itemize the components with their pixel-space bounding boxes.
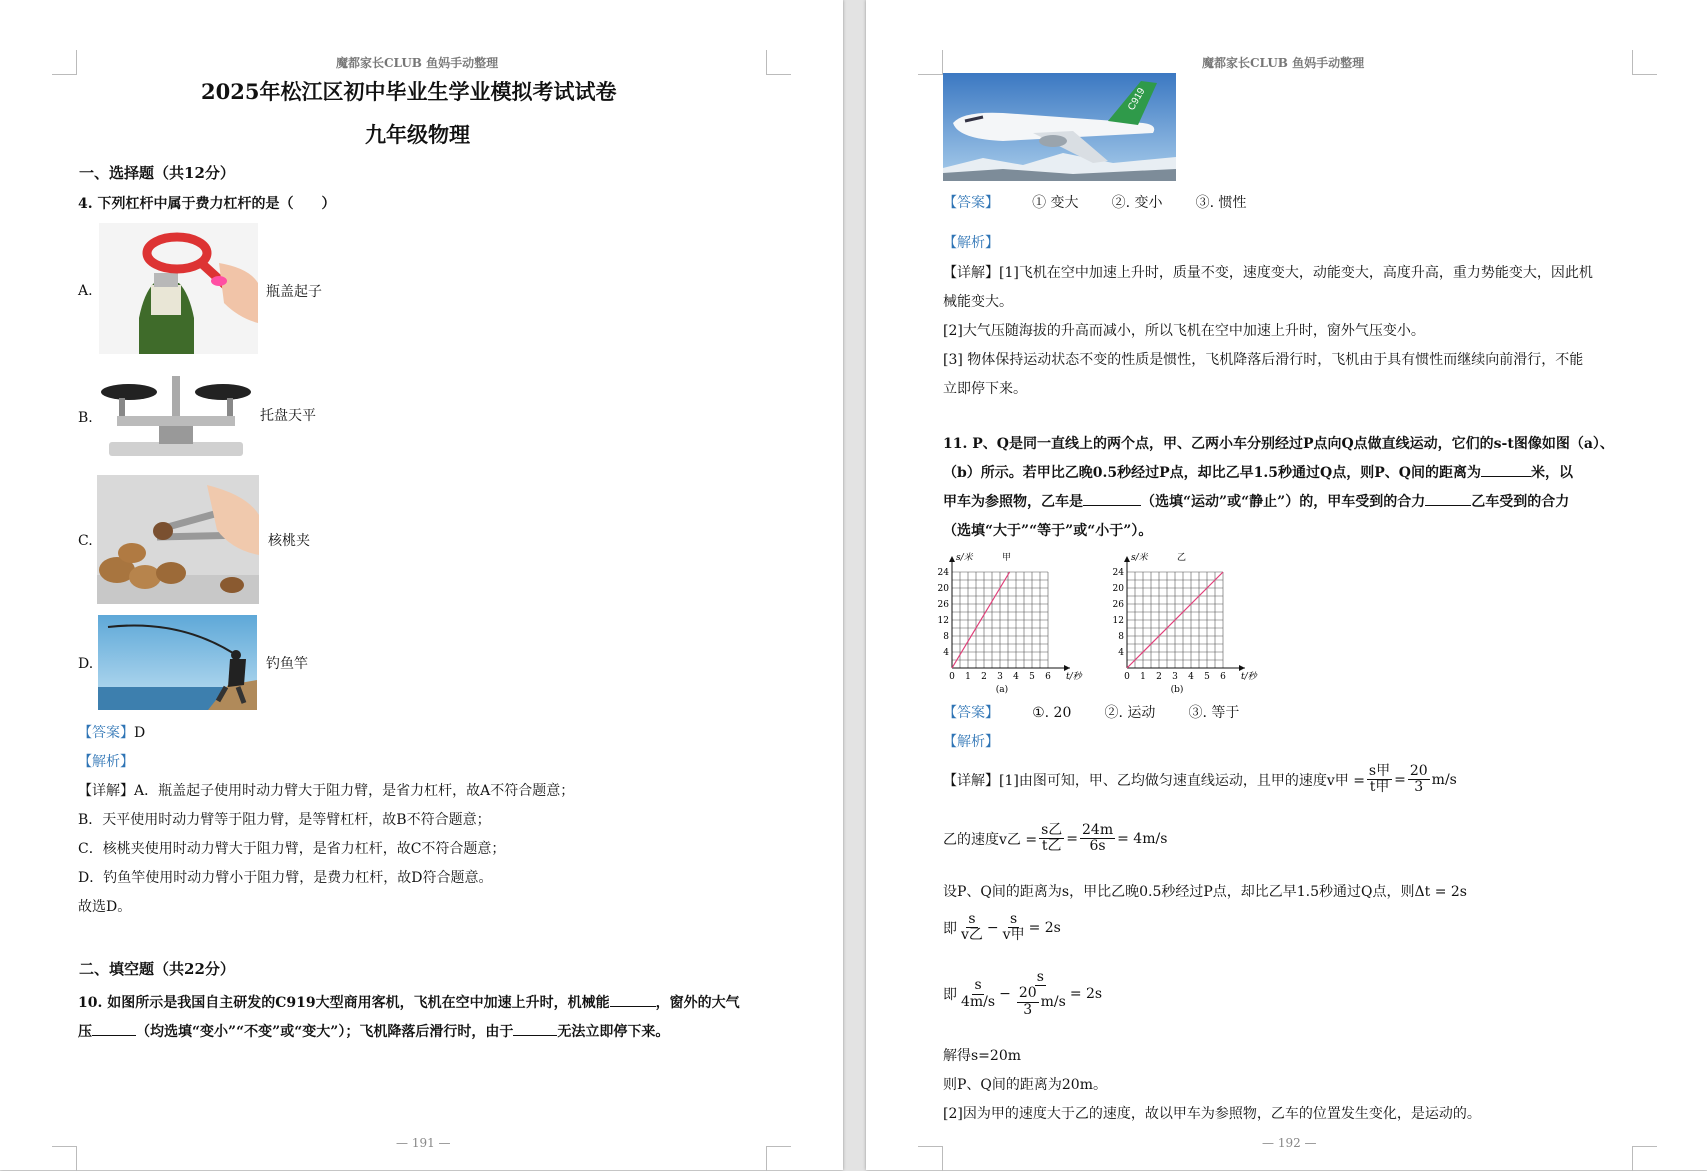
numerator: 20 [1409,763,1428,779]
q11-answer-1: ①. 20 [1032,705,1072,721]
numerator: s [974,977,982,994]
solution-line-1: 【详解】 [1]由图可知，甲、乙均做匀速直线运动，且甲的速度v甲 = $\frac{\text{s甲}}{\text{t甲}}$ = $\frac{20}{3}$ m/s [943,763,1457,796]
crop-mark [1632,1146,1657,1171]
denominator: 6s [1089,838,1106,855]
sol-l4-text: 即 [943,920,957,937]
q10-text-a: 10. 如图所示是我国自主研发的C919大型商用客机，飞机在空中加速上升时，机械能 [78,995,610,1011]
q4-detail-0: A．瓶盖起子使用时动力臂大于阻力臂，是省力杠杆，故A不符合题意； [134,783,575,799]
x-axis-label: t/秒 [1241,672,1257,682]
denominator: t甲 [1369,779,1390,796]
question-11-line4: （选填“大于”“等于”或“小于”）。 [943,523,1153,539]
crop-mark [52,1146,77,1171]
x-axis-arrow [1064,665,1070,671]
q11-text-e: （选填“运动”或“静止”）的，甲车受到的合力 [1141,494,1426,510]
c919-plane-image [943,73,1176,181]
q11-answer-3: ③. 等于 [1188,705,1240,721]
q4-detail-line [78,780,574,800]
q10-detail-line [943,262,1593,282]
unit: m/s [1040,993,1066,1010]
q10-detail-2: [2]大气压随海拔的升高而减小，所以飞机在空中加速上升时，窗外气压变小。 [943,323,1425,339]
q10-detail-3: [3] 物体保持运动状态不变的性质是惯性，飞机降落后滑行时，飞机由于具有惯性而继续向前滑行，不能 [943,352,1584,368]
nutcracker-image [97,475,259,604]
section-choice: 一、选择题（共12分） [79,164,235,182]
y-tick-label: 24 [1112,568,1124,578]
analysis-tag: 【解析】 [943,235,999,251]
x-tick-label: 0 [1124,672,1130,682]
denominator: t乙 [1041,838,1062,855]
sol-l2-text: 乙的速度v乙 = [943,831,1038,848]
y-tick-label: 8 [1118,632,1124,642]
answer-blank [92,1035,136,1036]
question-11-line2 [943,462,1573,482]
denominator: 4m/s [961,993,996,1010]
x-axis-arrow [1239,665,1245,671]
y-tick-label: 8 [943,632,949,642]
y-axis-arrow [949,556,955,562]
y-axis-label: s/米 [1131,553,1148,563]
q10-detail-1: 械能变大。 [943,294,1013,310]
denominator: v乙 [961,927,983,944]
q11-answer-line [943,702,1239,722]
answer-tag: 【答案】 [943,195,999,211]
x-tick-label: 3 [1172,672,1178,682]
answer-blank [1083,505,1141,506]
x-tick-label: 4 [1013,672,1019,682]
fraction [1013,970,1068,1018]
fraction [1080,823,1115,855]
sol-l1-unit: m/s [1431,771,1457,788]
solution-line-8: [2]因为甲的速度大于乙的速度，故以甲车为参照物，乙车的位置发生变化，是运动的。 [943,1106,1481,1122]
x-tick-label: 0 [949,672,955,682]
numerator: s [1036,969,1044,985]
answer-tag: 【答案】 [943,705,999,721]
y-tick-label: 20 [937,584,949,594]
plane-tail-text: C919 [1126,86,1148,113]
denominator [1013,986,1068,1018]
q4-detail-3: D．钓鱼竿使用时动力臂小于阻力臂，是费力杠杆，故D符合题意。 [78,870,493,886]
detail-tag: 【详解】 [943,772,999,789]
y-axis-arrow [1124,556,1130,562]
solution-line-4: 即 $\frac{s}{\text{v乙}}$ − $\frac{s}{\text{v甲}}$ = 2s [943,911,1061,944]
q11-text-d: 甲车为参照物，乙车是 [943,494,1083,510]
answer-blank [1425,505,1471,506]
crop-mark [766,50,791,75]
q4-answer-line [78,722,145,742]
crop-mark [766,1146,791,1171]
page-192 [866,0,1707,1170]
sol-l5-result: = 2s [1069,986,1103,1003]
x-tick-label: 5 [1204,672,1210,682]
option-d-label: 钓鱼竿 [266,656,308,672]
numerator: 24m [1082,822,1114,838]
fraction [1408,764,1430,796]
fraction [1039,823,1064,855]
option-b-letter: B. [78,410,93,426]
detail-tag: 【详解】 [943,265,999,281]
analysis-tag: 【解析】 [78,754,134,770]
chart-caption: (b) [1170,685,1184,695]
y-tick-label: 4 [1118,648,1124,658]
y-tick-label: 12 [1112,616,1124,626]
y-tick-label: 20 [1112,584,1124,594]
st-chart-b [1111,548,1286,696]
page-number: — 192 — [1262,1136,1317,1150]
numerator: s [1010,911,1018,927]
numerator: s乙 [1041,822,1063,838]
answer-tag: 【答案】 [78,725,134,741]
q4-detail-2: C．核桃夹使用时动力臂大于阻力臂，是省力杠杆，故C不符合题意； [78,841,506,857]
fraction [959,978,997,1010]
fraction [959,912,985,944]
x-axis-label: t/秒 [1066,672,1082,682]
analysis-tag: 【解析】 [943,734,999,750]
numerator: 20 [1018,985,1037,1002]
q10-answer-3: ③. 惯性 [1195,195,1247,211]
answer-blank [1481,476,1531,477]
option-b-label: 托盘天平 [260,408,316,424]
x-tick-label: 6 [1220,672,1226,682]
q11-text-f: 乙车受到的合力 [1471,494,1570,510]
q10-detail-0: [1]飞机在空中加速上升时，质量不变，速度变大，动能变大，高度升高，重力势能变大，因此机 [999,265,1593,281]
x-tick-label: 2 [1156,672,1162,682]
exam-subtitle: 九年级物理 [365,122,470,147]
y-tick-label: 12 [937,616,949,626]
x-tick-label: 3 [997,672,1003,682]
crop-mark [1632,50,1657,75]
q10-answer-2: ②. 变小 [1111,195,1163,211]
option-a-label: 瓶盖起子 [266,284,322,300]
fraction [1017,986,1039,1018]
q4-answer: D [134,725,146,741]
answer-blank [513,1035,557,1036]
solution-line-5: 即 $\frac{s}{4m/s}$ − s $\frac{20}{3}$ m/s = 2s [943,969,1103,1018]
balance-scale-image [99,372,253,465]
fraction [1367,764,1392,796]
x-tick-label: 4 [1188,672,1194,682]
fishing-rod-image [98,615,257,710]
q10-text-b: ，窗外的大气 [655,995,740,1011]
answer-blank [610,1006,656,1007]
solution-line-3: 设P、Q间的距离为s，甲比乙晚0.5秒经过P点，却比乙早1.5秒通过Q点，则Δt = 2s [943,884,1467,900]
question-4: 4. 下列杠杆中属于费力杠杆的是（ ） [78,196,336,212]
option-a-letter: A. [78,283,93,299]
sol-l5-text: 即 [943,987,957,1004]
y-axis-label: s/米 [956,553,973,563]
denominator: 3 [1414,779,1424,796]
crop-mark [918,1146,943,1171]
chart-title: 乙 [1177,553,1187,563]
denominator: v甲 [1002,927,1025,944]
y-tick-label: 4 [943,648,949,658]
question-10-line1 [78,992,740,1012]
q10-detail-4: 立即停下来。 [943,381,1027,397]
numerator: s [968,911,976,927]
chart-title: 甲 [1002,553,1012,563]
option-c-label: 核桃夹 [268,533,310,549]
chart-caption: (a) [995,685,1009,695]
numerator: s甲 [1368,763,1391,779]
crop-mark [52,50,77,75]
question-10-line2 [78,1021,669,1041]
question-11-line3 [943,491,1569,511]
page-header: 魔都家长CLUB 鱼妈手动整理 [336,56,499,70]
y-tick-label: 26 [1112,600,1124,610]
fraction [1001,912,1027,944]
q4-detail-4: 故选D。 [78,899,132,915]
solution-line-7: 则P、Q间的距离为20m。 [943,1077,1107,1093]
question-11-line1: 11. P、Q是同一直线上的两个点，甲、乙两小车分别经过P点向Q点做直线运动，它们的s-t图像如图（a）、 [943,436,1614,452]
x-tick-label: 1 [965,672,971,682]
solution-line-6: 解得s=20m [943,1048,1022,1064]
solution-line-2: 乙的速度v乙 = $\frac{\text{s乙}}{\text{t乙}}$ = $\frac{24m}{6s}$ = 4m/s [943,822,1168,855]
page-header: 魔都家长CLUB 鱼妈手动整理 [1202,56,1365,70]
x-tick-label: 6 [1045,672,1051,682]
bottle-opener-image [99,223,258,354]
q10-answer-1: ① 变大 [1032,195,1079,211]
option-c-letter: C. [78,533,93,549]
y-tick-label: 26 [937,600,949,610]
q10-text-e: 无法立即停下来。 [557,1024,670,1040]
page-number: — 191 — [396,1136,451,1150]
q10-text-c: 压 [78,1024,92,1040]
q11-text-c: 米，以 [1530,465,1573,481]
q11-answer-2: ②. 运动 [1104,705,1156,721]
sol-l2-result: = 4m/s [1117,830,1168,847]
exam-title: 2025年松江区初中毕业生学业模拟考试试卷 [201,79,617,104]
x-tick-label: 5 [1029,672,1035,682]
crop-mark [918,50,943,75]
page-191 [0,0,843,1170]
q10-answer-line [943,192,1247,212]
x-tick-label: 1 [1140,672,1146,682]
q4-detail-1: B．天平使用时动力臂等于阻力臂，是等臂杠杆，故B不符合题意； [78,812,491,828]
q11-text-b: （b）所示。若甲比乙晚0.5秒经过P点，却比乙早1.5秒通过Q点，则P、Q间的距离为 [943,465,1481,481]
section-fill: 二、填空题（共22分） [79,960,235,978]
option-d-letter: D. [78,656,94,672]
sol-l4-result: = 2s [1028,919,1061,936]
detail-tag: 【详解】 [78,783,134,799]
y-tick-label: 24 [937,568,949,578]
x-tick-label: 2 [981,672,987,682]
q10-text-d: （均选填“变小”“不变”或“变大”）；飞机降落后滑行时，由于 [136,1024,514,1040]
denominator: 3 [1023,1001,1033,1018]
sol-l1-text: [1]由图可知，甲、乙均做匀速直线运动，且甲的速度v甲 = [999,772,1365,789]
st-chart-a [936,548,1111,696]
